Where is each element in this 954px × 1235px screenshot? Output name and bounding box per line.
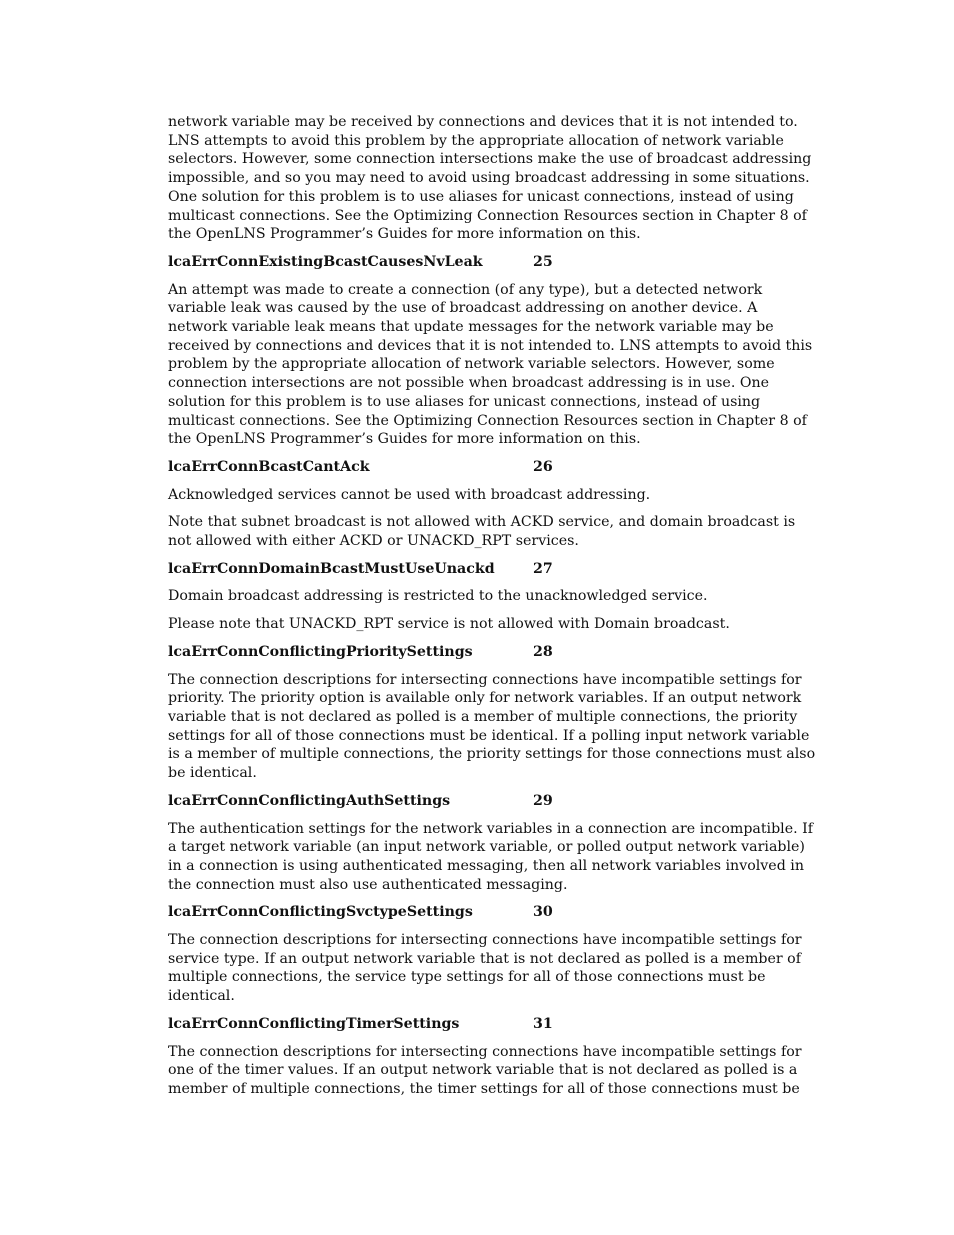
error-code: 28	[533, 643, 553, 660]
error-description: Acknowledged services cannot be used with broadcast addressing.	[168, 486, 651, 503]
error-entry	[168, 560, 820, 634]
error-description: The connection descriptions for intersecting connections have incompatible settings for one of the timer values. If an output network variable that is not declared as polled is a member of multiple connections, the timer settings for all of those connections must be	[168, 1043, 802, 1097]
error-heading	[168, 458, 820, 477]
error-code: 26	[533, 458, 553, 475]
error-code: 27	[533, 560, 553, 577]
error-note: Please note that UNACKD_RPT service is not allowed with Domain broadcast.	[168, 616, 730, 633]
error-entry	[168, 903, 820, 1006]
error-description: An attempt was made to create a connection (of any type), but a detected network variable leak was caused by the use of broadcast addressing on another device. A network variable leak means that update messages for the network variable may be received by connections and devices that it is not intended to. LNS attempts to avoid this problem by the appropriate allocation of network variable selectors. However, some connection intersections are not possible when broadcast addressing is in use. One solution for this problem is to use aliases for unicast connections, instead of using multicast connections. See the Optimizing Connection Resources section in Chapter 8 of the OpenLNS Programmer’s Guides for more information on this.	[168, 281, 813, 448]
error-heading	[168, 560, 820, 579]
error-code: 30	[533, 904, 553, 921]
error-name: lcaErrConnConflictingAuthSettings	[168, 792, 451, 809]
error-name: lcaErrConnConflictingTimerSettings	[168, 1015, 460, 1032]
error-entry	[168, 643, 820, 783]
error-entry	[168, 458, 820, 551]
error-heading	[168, 253, 820, 272]
error-entry	[168, 792, 820, 895]
error-name: lcaErrConnConflictingSvctypeSettings	[168, 904, 473, 921]
error-description: Domain broadcast addressing is restricted to the unacknowledged service.	[168, 588, 708, 605]
error-description: The connection descriptions for intersecting connections have incompatible settings for priority. The priority option is available only for network variables. If an output network variable that is not declared as polled is a member of multiple connections, the priority settings for all of those connections must be identical. If a polling input network variable is a member of multiple connections, the priority settings for those connections must also be identical.	[168, 671, 816, 782]
error-code: 31	[533, 1015, 553, 1032]
intro-paragraph: network variable may be received by connections and devices that it is not intended to. LNS attempts to avoid this problem by the appropriate allocation of network variable selectors. However, some connection intersections make the use of broadcast addressing impossible, and so you may need to avoid using broadcast addressing in some situations. One solution for this problem is to use aliases for unicast connections, instead of using multicast connections. See the Optimizing Connection Resources section in Chapter 8 of the OpenLNS Programmer’s Guides for more information on this.	[168, 114, 812, 243]
error-name: lcaErrConnBcastCantAck	[168, 458, 370, 475]
error-heading	[168, 792, 820, 811]
document-page	[168, 113, 820, 1108]
error-code: 29	[533, 792, 553, 809]
error-entry	[168, 253, 820, 449]
error-entry	[168, 1015, 820, 1099]
error-name: lcaErrConnExistingBcastCausesNvLeak	[168, 253, 483, 270]
error-heading	[168, 643, 820, 662]
error-code: 25	[533, 253, 553, 270]
error-description: The connection descriptions for intersecting connections have incompatible settings for service type. If an output network variable that is not declared as polled is a member of multiple connections, the service type settings for all of those connections must be identical.	[168, 932, 802, 1005]
error-note: Note that subnet broadcast is not allowed with ACKD service, and domain broadcast is not allowed with either ACKD or UNACKD_RPT services.	[168, 514, 796, 550]
error-heading	[168, 903, 820, 922]
error-name: lcaErrConnConflictingPrioritySettings	[168, 643, 473, 660]
error-name: lcaErrConnDomainBcastMustUseUnackd	[168, 560, 495, 577]
error-description: The authentication settings for the network variables in a connection are incompatible. If a target network variable (an input network variable, or polled output network variable) in a connection is using authenticated messaging, then all network variables involved in the connection must also use authenticated messaging.	[168, 820, 813, 893]
error-heading	[168, 1015, 820, 1034]
